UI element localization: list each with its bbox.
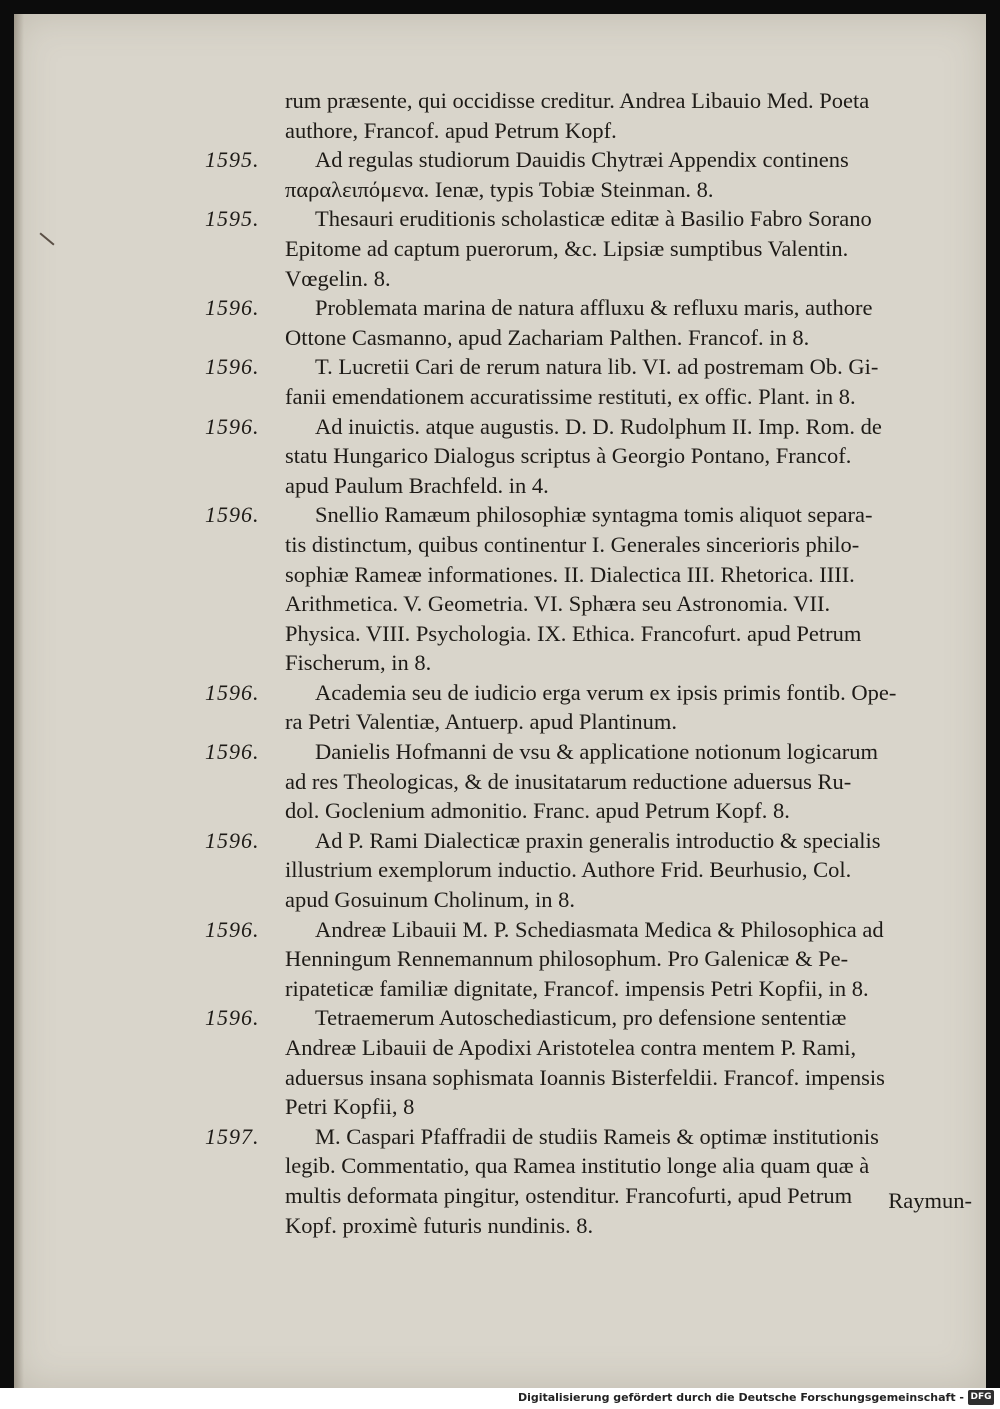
entry-text	[210, 678, 965, 737]
catalog-entry	[205, 500, 965, 678]
catalog-entries	[205, 145, 965, 1240]
catchword: Raymun-	[888, 1188, 972, 1213]
page-edge-shadow	[14, 14, 24, 1388]
text-line: rum præsente, qui occidisse creditur. Andrea Libauio Med. Poeta	[285, 88, 870, 113]
text-line: multis deformata pingitur, ostenditur. Francofurti, apud Petrum	[285, 1182, 853, 1208]
continuation-entry	[210, 86, 965, 145]
dfg-logo-icon: DFG	[968, 1390, 994, 1405]
catalog-entry	[205, 826, 965, 915]
text-line: Andreæ Libauii M. P. Schediasmata Medica & Philosophica ad	[315, 916, 884, 942]
text-line: Academia seu de iudicio erga verum ex ipsis primis fontib. Ope-	[315, 679, 897, 705]
entry-year: 1597.	[205, 1123, 260, 1149]
catalog-entry	[205, 352, 965, 411]
text-line: Ottone Casmanno, apud Zachariam Palthen. Francof. in 8.	[285, 324, 810, 350]
text-line: Andreæ Libauii de Apodixi Aristotelea contra mentem P. Rami,	[285, 1035, 857, 1060]
text-line: M. Caspari Pfaffradii de studiis Rameis & optimæ institutionis	[315, 1123, 879, 1149]
text-line: Ad inuictis. atque augustis. D. D. Rudolphum II. Imp. Rom. de	[315, 413, 882, 439]
footer-credit: Digitalisierung gefördert durch die Deutsche Forschungsgemeinschaft -	[517, 1391, 964, 1404]
entry-text	[210, 412, 965, 501]
entry-year: 1596.	[205, 354, 260, 380]
text-line: apud Gosuinum Cholinum, in 8.	[285, 887, 576, 913]
text-line: sophiæ Rameæ informationes. II. Dialectica III. Rhetorica. IIII.	[285, 561, 855, 587]
text-line: Problemata marina de natura affluxu & refluxu maris, authore	[315, 295, 873, 321]
text-line: Kopf. proximè futuris nundinis. 8.	[285, 1212, 594, 1238]
catalog-entry	[205, 915, 965, 1004]
entry-year: 1596.	[205, 739, 260, 765]
catalog-entry	[205, 1122, 965, 1240]
entry-text	[210, 293, 965, 352]
catalog-entry	[205, 412, 965, 501]
text-line: T. Lucretii Cari de rerum natura lib. VI. ad postremam Ob. Gi-	[315, 354, 879, 380]
continuation-text	[210, 86, 965, 145]
text-line: ad res Theologicas, & de inusitatarum reductione aduersus Ru-	[285, 768, 852, 794]
entry-text	[210, 500, 965, 678]
entry-year: 1596.	[205, 827, 260, 853]
text-line: Petri Kopfii, 8	[285, 1094, 415, 1120]
entry-year: 1596.	[205, 502, 260, 528]
entry-year: 1596.	[205, 916, 260, 942]
entry-year: 1596.	[205, 413, 260, 439]
entry-year: 1596.	[205, 1005, 260, 1031]
text-line: aduersus insana sophismata Ioannis Bisterfeldii. Francof. impensis	[285, 1064, 885, 1090]
entry-text	[210, 145, 965, 204]
text-line: dol. Goclenium admonitio. Franc. apud Petrum Kopf. 8.	[285, 798, 790, 824]
catalog-entry	[205, 293, 965, 352]
entry-text	[210, 1003, 965, 1121]
text-line: Ad P. Rami Dialecticæ praxin generalis introductio & specialis	[315, 827, 881, 853]
entry-year: 1595.	[205, 206, 260, 232]
text-line: statu Hungarico Dialogus scriptus à Georgio Pontano, Francof.	[285, 443, 852, 469]
text-line: Fischerum, in 8.	[285, 650, 432, 676]
text-line: Tetraemerum Autoschediasticum, pro defensione sententiæ	[315, 1005, 847, 1031]
entry-text	[210, 352, 965, 411]
catalog-entry	[205, 145, 965, 204]
entry-text	[210, 915, 965, 1004]
entry-text	[210, 1122, 965, 1240]
text-line: Physica. VIII. Psychologia. IX. Ethica. Francofurt. apud Petrum	[285, 620, 862, 646]
catalog-entry	[205, 204, 965, 293]
text-line: Snellio Ramæum philosophiæ syntagma tomis aliquot separa-	[315, 502, 873, 528]
page-text-block	[205, 86, 965, 1240]
text-line: Thesauri eruditionis scholasticæ editæ à Basilio Fabro Sorano	[315, 206, 872, 232]
text-line: Epitome ad captum puerorum, &c. Lipsiæ sumptibus Valentin.	[285, 235, 849, 261]
text-line: Arithmetica. V. Geometria. VI. Sphæra seu Astronomia. VII.	[285, 591, 831, 617]
footer-bar	[0, 1388, 1000, 1409]
text-line: tis distinctum, quibus continentur I. Generales sincerioris philo-	[285, 531, 860, 557]
text-line: authore, Francof. apud Petrum Kopf.	[285, 117, 617, 143]
text-line: illustrium exemplorum inductio. Authore Frid. Beurhusio, Col.	[285, 857, 852, 883]
text-line: Danielis Hofmanni de vsu & applicatione notionum logicarum	[315, 739, 879, 765]
text-line: ripateticæ familiæ dignitate, Francof. impensis Petri Kopfii, in 8.	[285, 975, 869, 1001]
catalog-entry	[205, 737, 965, 826]
text-line: apud Paulum Brachfeld. in 4.	[285, 472, 549, 498]
text-line: fanii emendationem accuratissime restituti, ex offic. Plant. in 8.	[285, 383, 856, 409]
text-line: Ad regulas studiorum Dauidis Chytræi Appendix continens	[315, 147, 849, 173]
catalog-entry	[205, 678, 965, 737]
text-line: ra Petri Valentiæ, Antuerp. apud Plantinum.	[285, 709, 678, 735]
entry-text	[210, 826, 965, 915]
entry-year: 1596.	[205, 679, 260, 705]
text-line: Vœgelin. 8.	[285, 265, 391, 291]
entry-text	[210, 737, 965, 826]
entry-year: 1596.	[205, 295, 260, 321]
catalog-entry	[205, 1003, 965, 1121]
entry-text	[210, 204, 965, 293]
text-line: παραλειπόμενα. Ienæ, typis Tobiæ Steinman. 8.	[285, 176, 714, 202]
text-line: Henningum Rennemannum philosophum. Pro Galenicæ & Pe-	[285, 946, 849, 972]
entry-year: 1595.	[205, 147, 260, 173]
text-line: legib. Commentatio, qua Ramea institutio longe alia quam quæ à	[285, 1153, 870, 1179]
